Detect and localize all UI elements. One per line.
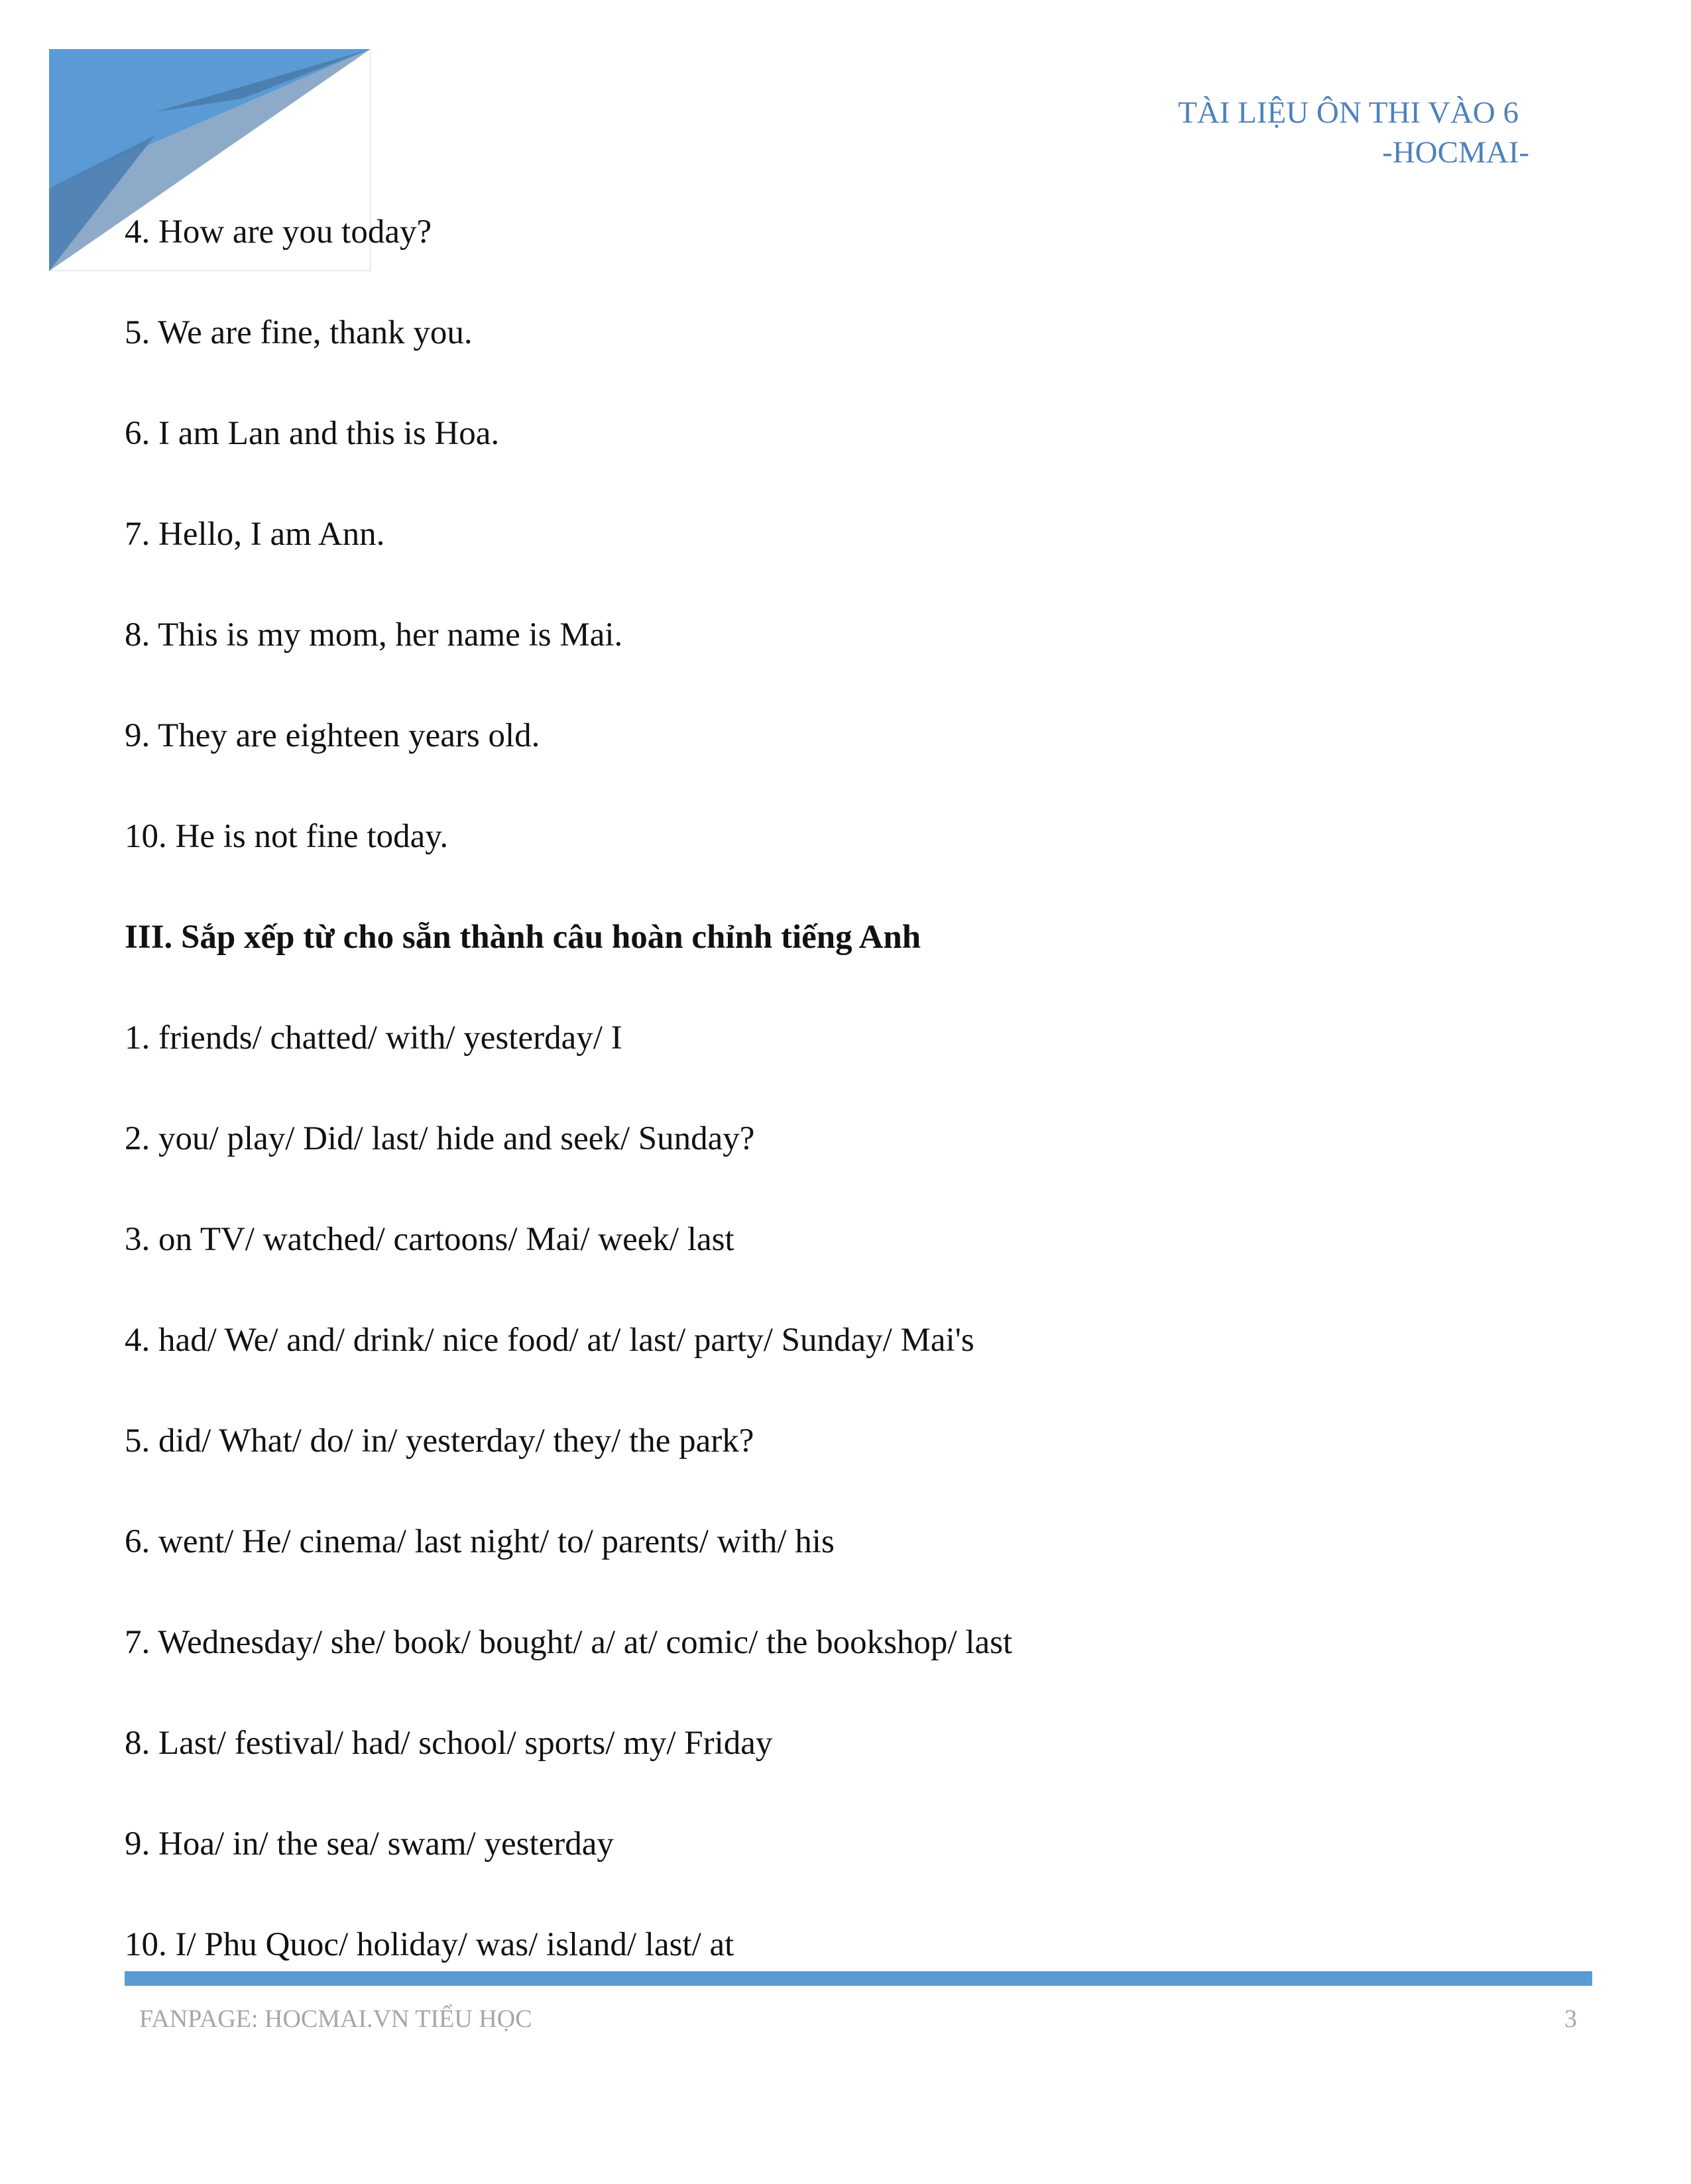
- header-subtitle: -HOCMAI-: [1382, 135, 1529, 170]
- exercise-line: 10. He is not fine today.: [125, 818, 449, 855]
- exercise-line: 3. on TV/ watched/ cartoons/ Mai/ week/ last: [125, 1221, 734, 1258]
- exercise-line: 2. you/ play/ Did/ last/ hide and seek/ Sunday?: [125, 1120, 755, 1157]
- exercise-line: 9. Hoa/ in/ the sea/ swam/ yesterday: [125, 1825, 614, 1863]
- exercise-line: 7. Hello, I am Ann.: [125, 516, 385, 553]
- exercise-line: 8. This is my mom, her name is Mai.: [125, 616, 623, 654]
- document-body: [125, 207, 1583, 2020]
- exercise-line: 5. did/ What/ do/ in/ yesterday/ they/ the park?: [125, 1422, 754, 1460]
- exercise-line: 7. Wednesday/ she/ book/ bought/ a/ at/ comic/ the bookshop/ last: [125, 1624, 1013, 1661]
- page-number: 3: [1564, 2005, 1577, 2033]
- exercise-line: 6. went/ He/ cinema/ last night/ to/ parents/ with/ his: [125, 1523, 835, 1560]
- section-heading: III. Sắp xếp từ cho sẵn thành câu hoàn chỉnh tiếng Anh: [125, 919, 921, 956]
- exercise-line: 9. They are eighteen years old.: [125, 717, 540, 754]
- footer-rule: [125, 1971, 1592, 1986]
- exercise-line: 10. I/ Phu Quoc/ holiday/ was/ island/ last/ at: [125, 1926, 734, 1963]
- footer-fanpage: FANPAGE: HOCMAI.VN TIỂU HỌC: [139, 2005, 532, 2033]
- exercise-line: 1. friends/ chatted/ with/ yesterday/ I: [125, 1019, 622, 1057]
- exercise-line: 4. How are you today?: [125, 213, 432, 251]
- exercise-line: 5. We are fine, thank you.: [125, 314, 473, 351]
- document-header: [1178, 93, 1529, 172]
- exercise-line: 8. Last/ festival/ had/ school/ sports/ my/ Friday: [125, 1725, 773, 1762]
- header-title: TÀI LIỆU ÔN THI VÀO 6: [1178, 95, 1519, 130]
- exercise-line: 6. I am Lan and this is Hoa.: [125, 415, 500, 452]
- exercise-line: 4. had/ We/ and/ drink/ nice food/ at/ last/ party/ Sunday/ Mai's: [125, 1322, 974, 1359]
